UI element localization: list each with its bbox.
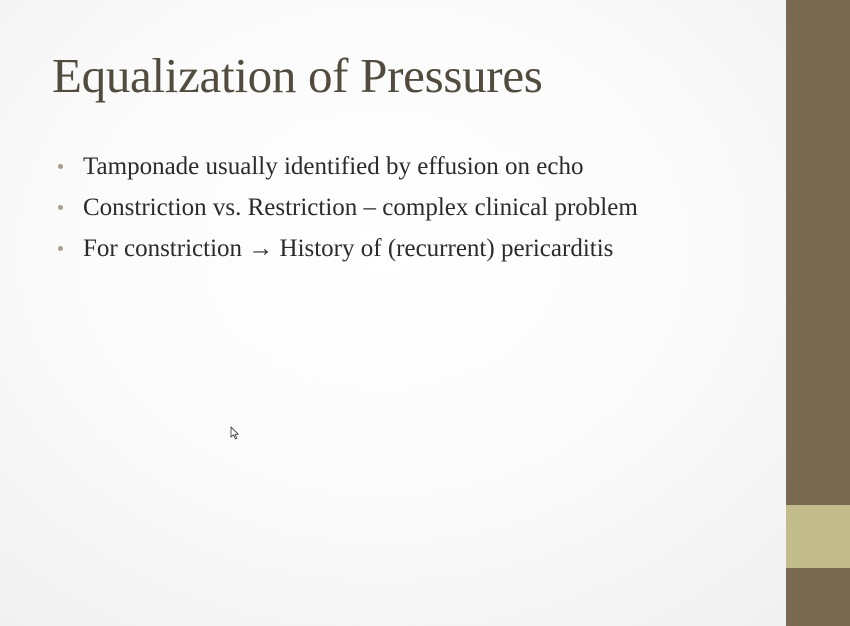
- bullet-item: [58, 228, 638, 269]
- bullet-text: For constriction → History of (recurrent) pericarditis: [83, 234, 614, 262]
- bullet-dot-icon: [58, 246, 63, 251]
- slide-title: Equalization of Pressures: [52, 48, 543, 103]
- mouse-pointer-icon: [230, 426, 240, 440]
- bullet-list: [58, 146, 638, 269]
- bullet-text: Tamponade usually identified by effusion on echo: [83, 152, 584, 180]
- slide-sidebar-accent-block: [786, 505, 850, 568]
- bullet-text: Constriction vs. Restriction – complex clinical problem: [83, 193, 638, 221]
- bullet-item: [58, 187, 638, 228]
- bullet-item: [58, 146, 638, 187]
- bullet-dot-icon: [58, 164, 63, 169]
- bullet-dot-icon: [58, 205, 63, 210]
